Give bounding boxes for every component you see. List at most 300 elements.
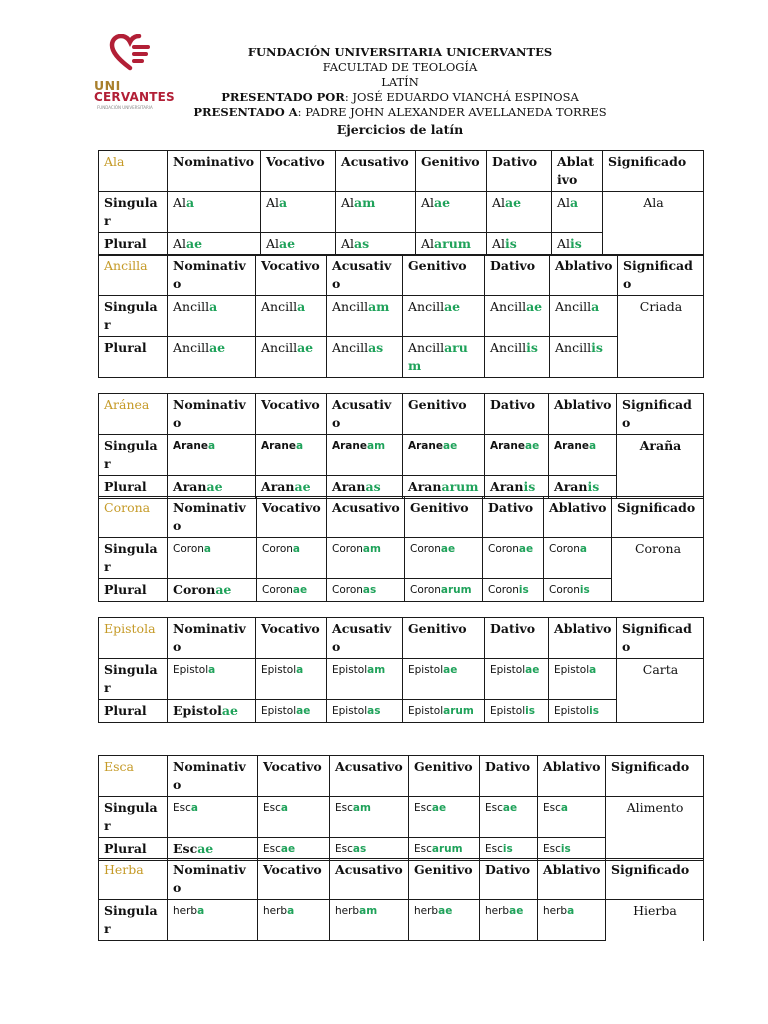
header-ablativo: Ablativo [538, 859, 606, 900]
form-cell [330, 900, 409, 941]
ending: ae [279, 236, 296, 251]
form-cell [485, 700, 549, 723]
header-nominativo: Nominativo [168, 497, 257, 538]
ending: ae [206, 479, 223, 494]
header-significado: Significado [606, 756, 704, 797]
stem: herb [485, 905, 510, 917]
ending: is [523, 479, 536, 494]
ending: a [287, 905, 295, 917]
ending: is [579, 584, 590, 596]
declension-table-corona [98, 496, 704, 602]
subject-name: LATÍN [381, 75, 419, 89]
ending: is [505, 236, 517, 251]
form-cell [168, 296, 256, 337]
ending: a [292, 543, 301, 555]
stem: Coron [262, 543, 293, 555]
header-nominativo: Nominativo [168, 859, 258, 900]
ending: a [589, 664, 597, 676]
stem: Arane [490, 440, 525, 452]
faculty-name: FACULTAD DE TEOLOGÍA [322, 60, 478, 74]
word-cell: Ancilla [99, 255, 168, 296]
header-acusativo: Acusativo [327, 497, 405, 538]
stem: Epistol [408, 705, 444, 717]
stem: Esc [173, 802, 191, 814]
ending: as [354, 236, 370, 251]
form-cell [544, 579, 612, 602]
header-dativo: Dativo [483, 497, 544, 538]
header-vocativo: Vocativo [256, 618, 327, 659]
stem: Epistol [332, 664, 368, 676]
stem: Ancill [332, 299, 369, 314]
stem: Aran [173, 479, 207, 494]
ending: ae [186, 236, 203, 251]
stem: Esc [414, 802, 432, 814]
form-cell [405, 579, 483, 602]
header-genitivo: Genitivo [405, 497, 483, 538]
declension-table-aranea [98, 393, 704, 499]
header-vocativo: Vocativo [258, 859, 330, 900]
header-vocativo: Vocativo [256, 255, 327, 296]
stem: Esc [485, 843, 503, 855]
form-cell [544, 538, 612, 579]
stem: Ancill [555, 299, 592, 314]
form-cell [168, 797, 258, 838]
header-genitivo: Genitivo [409, 859, 480, 900]
stem: Ancill [261, 340, 298, 355]
ending: ae [440, 543, 456, 555]
ending: arum [431, 843, 463, 855]
meaning-cell: Carta [617, 659, 704, 723]
form-cell [538, 900, 606, 941]
ending: ae [505, 195, 522, 210]
ending: arum [440, 584, 472, 596]
page-title: Ejercicios de latín [336, 122, 464, 137]
form-cell [327, 659, 403, 700]
header-nominativo: Nominativo [168, 255, 256, 296]
stem: Coron [262, 584, 293, 596]
ending: as [367, 705, 381, 717]
form-cell [480, 900, 538, 941]
stem: herb [414, 905, 439, 917]
ending: ae [297, 340, 314, 355]
header-acusativo: Acusativo [336, 151, 416, 192]
row-label-plural: Plural [99, 579, 168, 602]
ending: a [560, 802, 568, 814]
ending: a [297, 299, 306, 314]
stem: herb [543, 905, 568, 917]
ending: ae [197, 841, 214, 856]
ending: ae [221, 703, 238, 718]
header-genitivo: Genitivo [403, 255, 485, 296]
form-cell [485, 435, 549, 476]
ending: am [352, 802, 371, 814]
ending: ae [292, 584, 308, 596]
stem: Al [492, 195, 506, 210]
meaning-cell: Criada [618, 296, 704, 378]
word-cell: Epistola [99, 618, 168, 659]
form-cell [257, 579, 327, 602]
form-cell [261, 233, 336, 256]
form-cell [409, 797, 480, 838]
stem: Arane [332, 440, 367, 452]
stem: Al [421, 195, 435, 210]
stem: Esc [543, 802, 561, 814]
header-vocativo: Vocativo [261, 151, 336, 192]
form-cell [487, 192, 552, 233]
stem: Ancill [555, 340, 592, 355]
stem: Esc [263, 802, 281, 814]
stem: herb [173, 905, 198, 917]
meaning-cell: Ala [603, 192, 704, 256]
presented-to-label: PRESENTADO A [193, 105, 298, 119]
ending: as [362, 584, 377, 596]
ending: ae [294, 479, 311, 494]
form-cell [258, 797, 330, 838]
presented-by [150, 90, 650, 105]
presented-to-value: : PADRE JOHN ALEXANDER AVELLANEDA TORRES [297, 105, 607, 119]
form-cell [336, 192, 416, 233]
stem: Ancill [490, 340, 527, 355]
declension-table-esca [98, 755, 704, 861]
header-ablativo: Ablativo [544, 497, 612, 538]
form-cell [485, 659, 549, 700]
ending: ae [431, 802, 447, 814]
row-label-singular: Singular [99, 538, 168, 579]
ending: ae [518, 543, 534, 555]
header-significado: Significado [606, 859, 704, 900]
header-vocativo: Vocativo [256, 394, 327, 435]
header-significado: Significado [618, 255, 704, 296]
stem: Epistol [261, 664, 297, 676]
ending: a [579, 543, 588, 555]
form-cell [538, 797, 606, 838]
header-acusativo: Acusativo [330, 859, 409, 900]
form-cell [480, 797, 538, 838]
header-nominativo: Nominativo [168, 394, 256, 435]
ending: a [197, 905, 205, 917]
stem: Coron [410, 543, 441, 555]
ending: arum [443, 705, 474, 717]
header-dativo: Dativo [487, 151, 552, 192]
stem: Coron [173, 543, 204, 555]
form-cell [168, 435, 256, 476]
stem: Epistol [261, 705, 297, 717]
ending: am [359, 905, 378, 917]
stem: Ancill [173, 299, 210, 314]
stem: Coron [488, 543, 519, 555]
stem: Esc [335, 802, 353, 814]
ending: ae [525, 664, 540, 676]
stem: Aran [408, 479, 442, 494]
ending: a [186, 195, 195, 210]
ending: as [352, 843, 367, 855]
header-significado: Significado [612, 497, 704, 538]
meaning-cell: Corona [612, 538, 704, 602]
header-dativo: Dativo [485, 618, 549, 659]
document-header [150, 45, 650, 137]
ending: ae [443, 664, 458, 676]
form-cell [550, 337, 618, 378]
form-cell [485, 337, 550, 378]
ending: a [570, 195, 579, 210]
form-cell [403, 296, 485, 337]
form-cell [168, 659, 256, 700]
ending: ae [444, 299, 461, 314]
row-label-singular: Singular [99, 435, 168, 476]
ending: a [280, 802, 288, 814]
header-genitivo: Genitivo [403, 394, 485, 435]
row-label-singular: Singular [99, 659, 168, 700]
stem: herb [335, 905, 360, 917]
stem: Esc [543, 843, 561, 855]
ending: a [279, 195, 288, 210]
form-cell [168, 192, 261, 233]
ending: ae [209, 340, 226, 355]
logo-text-subtitle: FUNDACIÓN UNIVERSITARIA [97, 105, 153, 110]
header-significado: Significado [617, 618, 704, 659]
header-ablativo: Ablativo [550, 255, 618, 296]
row-label-plural: Plural [99, 337, 168, 378]
stem: Arane [554, 440, 589, 452]
ending: a [296, 440, 304, 452]
stem: Esc [263, 843, 281, 855]
ending: a [208, 440, 216, 452]
header-dativo: Dativo [480, 756, 538, 797]
stem: Ancill [490, 299, 527, 314]
form-cell [256, 435, 327, 476]
ending: ae [526, 299, 543, 314]
form-cell [549, 659, 617, 700]
stem: Arane [261, 440, 296, 452]
header-acusativo: Acusativo [330, 756, 409, 797]
form-cell [549, 700, 617, 723]
row-label-plural: Plural [99, 700, 168, 723]
form-cell [330, 797, 409, 838]
form-cell [168, 233, 261, 256]
header-ablativo: Ablativo [552, 151, 603, 192]
form-cell [256, 659, 327, 700]
stem: Esc [414, 843, 432, 855]
ending: am [362, 543, 381, 555]
ending: as [368, 340, 384, 355]
presented-to [150, 105, 650, 120]
stem: Al [173, 236, 187, 251]
stem: Epistol [490, 664, 526, 676]
meaning-cell: Hierba [606, 900, 704, 941]
form-cell [403, 700, 485, 723]
stem: Coron [332, 543, 363, 555]
ending: is [560, 843, 571, 855]
form-cell [327, 538, 405, 579]
stem: Coron [332, 584, 363, 596]
ending: a [296, 664, 304, 676]
ending: a [209, 299, 218, 314]
form-cell [168, 579, 257, 602]
ending: ae [443, 440, 458, 452]
stem: Al [557, 236, 571, 251]
form-cell [168, 538, 257, 579]
declension-table-ancilla [98, 254, 704, 378]
heart-logo-icon [108, 34, 152, 72]
ending: is [589, 705, 600, 717]
stem: Esc [485, 802, 503, 814]
stem: Epistol [173, 703, 222, 718]
stem: Coron [173, 582, 216, 597]
form-cell [327, 337, 403, 378]
stem: Al [173, 195, 187, 210]
row-label-singular: Singular [99, 296, 168, 337]
stem: Epistol [554, 664, 590, 676]
logo-text-cervantes: CERVANTES [94, 90, 175, 104]
stem: Coron [410, 584, 441, 596]
header-acusativo: Acusativo [327, 255, 403, 296]
header-ablativo: Ablativo [538, 756, 606, 797]
form-cell [256, 337, 327, 378]
declension-table-epistola [98, 617, 704, 723]
ending: a [589, 440, 597, 452]
form-cell [168, 700, 256, 723]
stem: Aran [554, 479, 588, 494]
form-cell [327, 700, 403, 723]
ending: a [190, 802, 198, 814]
ending: is [525, 705, 536, 717]
form-cell [336, 233, 416, 256]
ending: a [567, 905, 575, 917]
form-cell [258, 900, 330, 941]
form-cell [327, 435, 403, 476]
stem: Epistol [554, 705, 590, 717]
stem: herb [263, 905, 288, 917]
presented-by-value: : JOSÉ EDUARDO VIANCHÁ ESPINOSA [344, 90, 579, 104]
header-nominativo: Nominativo [168, 756, 258, 797]
meaning-cell: Araña [617, 435, 704, 499]
ending: ae [434, 195, 451, 210]
form-cell [327, 579, 405, 602]
header-significado: Significado [617, 394, 704, 435]
stem: Al [341, 236, 355, 251]
ending: is [591, 340, 603, 355]
stem: Al [266, 195, 280, 210]
ending: am [367, 440, 386, 452]
ending: ae [525, 440, 540, 452]
header-dativo: Dativo [485, 255, 550, 296]
row-label-plural: Plural [99, 233, 168, 256]
stem: Coron [549, 543, 580, 555]
institution-name: FUNDACIÓN UNIVERSITARIA UNICERVANTES [247, 45, 553, 59]
stem: Epistol [490, 705, 526, 717]
stem: Ancill [408, 340, 445, 355]
header-nominativo: Nominativo [168, 151, 261, 192]
form-cell [403, 435, 485, 476]
row-label-singular: Singular [99, 900, 168, 941]
ending: am [367, 664, 386, 676]
ending: arum [441, 479, 479, 494]
ending: ae [215, 582, 232, 597]
form-cell [257, 538, 327, 579]
stem: Al [492, 236, 506, 251]
meaning-cell: Alimento [606, 797, 704, 861]
header-dativo: Dativo [485, 394, 549, 435]
form-cell [487, 233, 552, 256]
form-cell [327, 296, 403, 337]
stem: Epistol [173, 664, 209, 676]
form-cell [552, 233, 603, 256]
header-dativo: Dativo [480, 859, 538, 900]
ending: ae [502, 802, 518, 814]
form-cell [485, 296, 550, 337]
header-ablativo: Ablativo [549, 618, 617, 659]
ending: a [208, 664, 216, 676]
stem: Al [557, 195, 571, 210]
header-vocativo: Vocativo [258, 756, 330, 797]
stem: Arane [173, 440, 208, 452]
form-cell [549, 435, 617, 476]
stem: Esc [173, 841, 198, 856]
ending: ae [438, 905, 453, 917]
stem: Al [341, 195, 355, 210]
row-label-plural: Plural [99, 838, 168, 861]
ending: is [502, 843, 513, 855]
form-cell [550, 296, 618, 337]
word-cell: Esca [99, 756, 168, 797]
logo-text-uni: UNI [94, 78, 121, 93]
form-cell [409, 900, 480, 941]
ending: arum [434, 236, 472, 251]
form-cell [256, 296, 327, 337]
form-cell [416, 192, 487, 233]
ending: am [368, 299, 390, 314]
form-cell [168, 337, 256, 378]
stem: Epistol [332, 705, 368, 717]
ending: is [526, 340, 538, 355]
ending: ae [509, 905, 524, 917]
stem: Al [421, 236, 435, 251]
row-label-singular: Singular [99, 192, 168, 233]
ending: ae [280, 843, 296, 855]
ending: is [570, 236, 582, 251]
stem: Coron [488, 584, 519, 596]
stem: Ancill [332, 340, 369, 355]
form-cell [405, 538, 483, 579]
stem: Epistol [408, 664, 444, 676]
header-acusativo: Acusativo [327, 618, 403, 659]
ending: am [354, 195, 376, 210]
declension-table-herba [98, 858, 704, 941]
word-cell: Herba [99, 859, 168, 900]
form-cell [168, 900, 258, 941]
form-cell [416, 233, 487, 256]
row-label-singular: Singular [99, 797, 168, 838]
word-cell: Ala [99, 151, 168, 192]
form-cell [552, 192, 603, 233]
stem: Ancill [261, 299, 298, 314]
ending: arum [408, 340, 468, 373]
ending: is [518, 584, 529, 596]
header-significado: Significado [603, 151, 704, 192]
stem: Al [266, 236, 280, 251]
stem: Coron [549, 584, 580, 596]
header-genitivo: Genitivo [403, 618, 485, 659]
form-cell [261, 192, 336, 233]
ending: a [203, 543, 212, 555]
ending: as [365, 479, 381, 494]
header-genitivo: Genitivo [416, 151, 487, 192]
header-nominativo: Nominativo [168, 618, 256, 659]
stem: Aran [261, 479, 295, 494]
form-cell [256, 700, 327, 723]
presented-by-label: PRESENTADO POR [221, 90, 345, 104]
stem: Ancill [408, 299, 445, 314]
